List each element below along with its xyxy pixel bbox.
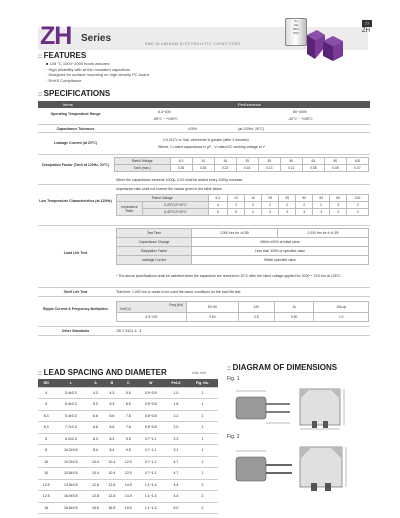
table-cell: 1.0	[165, 387, 187, 399]
table-cell: 4.4	[165, 491, 187, 503]
side-series-code: ZH	[362, 28, 370, 34]
table-cell: 0.5~0.8	[137, 387, 165, 399]
table-cell: 0.7~1.1	[137, 468, 165, 480]
table-cell: 7.8	[120, 422, 136, 434]
tan-cell: 0.26	[192, 165, 214, 172]
table-row	[38, 387, 218, 399]
voltage-cell: 25	[262, 195, 279, 202]
freq-cell: 1k	[274, 302, 314, 313]
z25-label: Z-25°C/Z+20°C	[143, 202, 209, 209]
column-header: B	[104, 379, 120, 387]
page-number-badge: 77	[362, 20, 372, 27]
multiplier-cell: 0.8	[238, 313, 274, 322]
other-standards-row	[38, 327, 370, 336]
series-label: Series	[81, 33, 112, 44]
table-cell: 16.8	[87, 502, 103, 514]
header-subtitle: SMD ALUMINUM ELECTROLYTIC CAPACITORS	[145, 42, 241, 46]
test-time-label: Test Time	[117, 229, 192, 238]
table-cell: 16	[38, 502, 54, 514]
freq-cell: 10k up	[314, 302, 369, 313]
table-cell: 2	[187, 491, 218, 503]
voltage-cell: 50	[296, 195, 313, 202]
feature-item: · RoHS Compliance	[46, 77, 82, 83]
ratio-cell: 3	[330, 202, 347, 209]
freq-cell: 120	[238, 302, 274, 313]
feature-item: · Designed for surface mounting on high density PC board	[46, 72, 149, 77]
table-cell: 10.4	[104, 468, 120, 480]
op-temp-range-2: -40°C ~ +105°C	[288, 117, 313, 121]
column-header: Fig. No.	[187, 379, 218, 387]
table-cell: 7.8	[120, 410, 136, 422]
other-standards-label: Other Standards	[61, 329, 90, 333]
lead-table-body	[38, 387, 218, 514]
capacitor-photo	[285, 18, 307, 46]
table-cell: 4.3	[104, 387, 120, 399]
multiplier-cell: 0.90	[274, 313, 314, 322]
ratio-cell: 3	[228, 202, 245, 209]
operating-temp-label: Operating Temperature Range	[50, 112, 101, 116]
op-temp-range-1-title: 6.3~63V	[158, 110, 172, 114]
table-cell: 10.4	[87, 468, 103, 480]
column-header: W	[137, 379, 165, 387]
lt-rated-voltage-label: Rated Voltage	[117, 195, 209, 202]
voltage-cell: 100	[347, 195, 369, 202]
voltage-cell: 80	[324, 158, 346, 165]
feature-item: · High reliability with at thin insulated capacitors	[46, 66, 131, 72]
tan-cell: 0.07	[346, 165, 368, 172]
table-cell: 4.3	[87, 387, 103, 399]
voltage-cell: 80	[330, 195, 347, 202]
table-cell: 12.8	[87, 491, 103, 503]
table-cell: 0.7~1.1	[137, 445, 165, 457]
cap-tolerance-value: ±20%	[188, 127, 197, 131]
table-cell: 1	[187, 445, 218, 457]
dissipation-label: Dissipation Factor (Tanδ at 120Hz, 20°C)	[42, 163, 109, 167]
table-cell: 9.5	[120, 433, 136, 445]
performance-header: Performance	[238, 102, 261, 107]
table-cell: 10.5±0.5	[54, 468, 87, 480]
spec-header-row	[38, 101, 370, 108]
table-cell: 5.4±0.3	[54, 399, 87, 411]
column-header: P±0.2	[165, 379, 187, 387]
tan-delta-label: Tanδ (max.)	[115, 165, 171, 172]
table-cell: 16.5±0.5	[54, 491, 87, 503]
dissipation-table	[114, 157, 369, 172]
dissipation-row	[38, 155, 370, 185]
table-cell: 0.5~0.8	[137, 422, 165, 434]
table-row	[38, 479, 218, 491]
voltage-cell: 100	[346, 158, 368, 165]
table-cell: 8	[38, 445, 54, 457]
table-cell: 10	[38, 468, 54, 480]
cap-change-label: Capacitance Change	[117, 238, 192, 247]
feature-item: ■ 105 °C 1000~2000 hours assured	[46, 61, 110, 66]
table-cell: 5.4±0.3	[54, 410, 87, 422]
cap-tolerance-label: Capacitance Tolerance	[56, 127, 95, 131]
table-cell: 1.5	[165, 399, 187, 411]
table-cell: 6.0	[165, 502, 187, 514]
table-cell: 1	[187, 456, 218, 468]
table-cell: 8.3	[87, 433, 103, 445]
lead-header-row	[38, 379, 218, 387]
table-cell: 12.5	[38, 491, 54, 503]
table-cell: 16.5±0.5	[54, 502, 87, 514]
ratio-cell: 2	[313, 202, 330, 209]
voltage-range-cell: 6.3~100	[117, 313, 187, 322]
table-cell: 2.2	[165, 410, 187, 422]
load-life-row	[38, 226, 370, 288]
op-temp-range-1: -55°C ~ +105°C	[153, 117, 178, 121]
table-row	[38, 399, 218, 411]
z40-label: Z-40°C/Z+20°C	[143, 209, 209, 216]
leakage-formula: I=0.01CV or 3uA, whichever is greater (after 2 minutes)	[163, 138, 249, 142]
capacitor-mark-3: 56U	[293, 27, 299, 31]
tan-cell: 0.08	[324, 165, 346, 172]
specifications-table	[38, 101, 370, 336]
brand-logo: ZH	[40, 22, 72, 50]
freq-cell: 50~60	[187, 302, 239, 313]
table-cell: 1.1~1.4	[137, 479, 165, 491]
ratio-cell: 2	[296, 202, 313, 209]
table-cell: 4.7	[165, 456, 187, 468]
table-cell: 7.7±0.3	[54, 422, 87, 434]
cap-tolerance-row	[38, 125, 370, 133]
items-header: Items	[63, 102, 73, 107]
table-cell: 1.1~1.4	[137, 491, 165, 503]
table-cell: 1	[187, 387, 218, 399]
tan-cell: 0.22	[214, 165, 236, 172]
leakage-row	[38, 133, 370, 155]
table-cell: 6.3	[38, 410, 54, 422]
impedance-table	[116, 194, 369, 216]
voltage-cell: 63	[302, 158, 324, 165]
ripple-table	[116, 301, 369, 322]
lead-unit: Unit: mm	[192, 371, 206, 375]
table-cell: 0.5~0.8	[137, 399, 165, 411]
voltage-cell: 6.3	[208, 195, 227, 202]
ratio-cell: 3	[330, 209, 347, 216]
tan-cell: 0.30	[170, 165, 192, 172]
capacitor-mark-2: ZH	[294, 23, 298, 27]
tan-cell: 0.08	[302, 165, 324, 172]
multiplier-cell: 1.0	[314, 313, 369, 322]
lead-spacing-table	[38, 379, 218, 514]
table-cell: 2.2	[165, 433, 187, 445]
voltage-cell: 25	[236, 158, 258, 165]
test-time-1: 2,000 Hrs for >6.3Φ	[192, 229, 278, 238]
table-cell: 0.7~1.1	[137, 433, 165, 445]
features-list	[46, 61, 149, 83]
fig2-diagram	[232, 443, 362, 493]
table-cell: 14.9	[120, 491, 136, 503]
low-temp-row	[38, 185, 370, 226]
column-header: L	[54, 379, 87, 387]
ratio-cell: 3	[347, 202, 369, 209]
table-cell: 5.5	[120, 387, 136, 399]
table-cell: 8.4	[87, 445, 103, 457]
fig1-diagram	[232, 385, 362, 430]
op-temp-range-2-title: 80~400V	[293, 110, 308, 114]
freq-label: Freq.(Hz)	[169, 303, 183, 307]
table-row	[38, 502, 218, 514]
table-cell: 13.5±0.5	[54, 479, 87, 491]
ratio-cell: 8	[208, 209, 227, 216]
table-cell: 6.2±0.3	[54, 433, 87, 445]
leakage-label: Leakage Current (at 20°C)	[54, 141, 97, 145]
table-cell: 8.3	[104, 433, 120, 445]
shelf-life-row	[38, 288, 370, 297]
specifications-title: :: SPECIFICATIONS	[38, 89, 110, 98]
voltage-cell: 35	[258, 158, 280, 165]
table-cell: 0.5~0.8	[137, 410, 165, 422]
table-cell: 1	[187, 410, 218, 422]
fig1-label: Fig. 1	[227, 376, 240, 382]
voltage-cell: 16	[214, 158, 236, 165]
table-cell: 6.5	[120, 399, 136, 411]
voltage-cell: 35	[279, 195, 296, 202]
table-row	[38, 445, 218, 457]
table-cell: 8.4	[104, 445, 120, 457]
ripple-label: Ripple Current & Frequency Multipliers	[43, 307, 108, 311]
ratio-cell: 3	[313, 209, 330, 216]
table-cell: 10.4	[87, 456, 103, 468]
capacitor-mark-1: Zo	[294, 19, 298, 23]
table-cell: 1	[187, 422, 218, 434]
ratio-cell: 4	[208, 202, 227, 209]
table-cell: 3.1	[165, 445, 187, 457]
table-cell: 5.4±0.3	[54, 387, 87, 399]
cap-change-value: Within ±30% of initial value	[192, 238, 369, 247]
column-header: A	[87, 379, 103, 387]
table-cell: 5.3	[87, 399, 103, 411]
low-temp-label: Low Temperature Characteristics (at 120Hz)	[39, 199, 112, 203]
table-cell: 2.0	[165, 422, 187, 434]
operating-temp-row	[38, 108, 370, 125]
df-label: Dissipation Factor	[117, 247, 192, 256]
other-standards-value: JIS C 5101-1, -4	[116, 329, 142, 333]
ratio-cell: 3	[296, 209, 313, 216]
low-temp-note: Impedance ratio shall not exceed the values given in the table below	[116, 187, 222, 191]
shelf-life-label: Shelf Life Test	[63, 290, 88, 294]
table-cell: 0.7~1.1	[137, 456, 165, 468]
table-cell: 6.6	[104, 410, 120, 422]
table-cell: 16.8	[104, 502, 120, 514]
table-cell: 6.3	[38, 422, 54, 434]
impedance-ratio-label: Impedance Ratio	[117, 202, 143, 216]
voltage-cell: 6.3	[170, 158, 192, 165]
table-cell: 5	[38, 399, 54, 411]
table-cell: 4	[38, 387, 54, 399]
fig2-label: Fig. 2	[227, 434, 240, 440]
lc-label: Leakage Current	[117, 256, 192, 265]
ratio-cell: 2	[279, 202, 296, 209]
capacitor-mark-4: 50V	[293, 31, 299, 35]
df-value: Less than 300% of specified value	[192, 247, 369, 256]
table-cell: 1.1~1.4	[137, 502, 165, 514]
test-time-2: 2,000 Hrs for 4~6.3Φ	[278, 229, 369, 238]
shelf-life-value: Test time: 1,000 hrs or under to be used the same conditions for the load life test	[116, 290, 241, 294]
column-header: ΦD	[38, 379, 54, 387]
table-cell: 1	[187, 468, 218, 480]
ripple-row	[38, 297, 370, 327]
ratio-cell: 2	[262, 202, 279, 209]
voltage-cell: 50	[280, 158, 302, 165]
volt-label: Volt.(V)	[120, 307, 131, 311]
ratio-cell: 2	[245, 202, 262, 209]
table-cell: 12.8	[104, 491, 120, 503]
table-cell: 10.2±0.5	[54, 445, 87, 457]
table-cell: 5.3	[104, 399, 120, 411]
table-cell: 12.5	[38, 479, 54, 491]
table-cell: 10.4	[104, 456, 120, 468]
table-row	[38, 422, 218, 434]
table-cell: 12.0	[120, 456, 136, 468]
table-cell: 14.9	[120, 479, 136, 491]
column-header: C	[120, 379, 136, 387]
table-cell: 9.5	[120, 445, 136, 457]
ratio-cell: 3	[279, 209, 296, 216]
load-life-label: Load Life Test	[63, 251, 88, 255]
table-cell: 1	[187, 399, 218, 411]
load-life-note: * The above specifications shall be satisfied when the capacitors are restored to 20°C after the rated voltage applied for 2000 + 72/0 hrs at 105°C.	[116, 274, 342, 278]
features-title: :: FEATURES	[38, 51, 86, 60]
freq-volt-header	[117, 302, 187, 313]
table-cell: 4.7	[165, 468, 187, 480]
table-cell: 10	[38, 456, 54, 468]
table-cell: 6.6	[104, 422, 120, 434]
table-row	[38, 433, 218, 445]
voltage-cell: 10	[228, 195, 245, 202]
table-cell: 6.6	[87, 422, 103, 434]
lc-value: Within specified value	[192, 256, 369, 265]
voltage-cell: 10	[192, 158, 214, 165]
table-cell: 1	[187, 433, 218, 445]
table-cell: 4.4	[165, 479, 187, 491]
tan-cell: 0.13	[258, 165, 280, 172]
tan-cell: 0.16	[236, 165, 258, 172]
table-row	[38, 456, 218, 468]
table-cell: 12.0	[120, 468, 136, 480]
tan-cell: 0.12	[280, 165, 302, 172]
table-row	[38, 491, 218, 503]
table-cell: 6.6	[87, 410, 103, 422]
leakage-note: Where, C=rated capacitance in μF , V=rated DC working voltage in V	[158, 145, 265, 149]
ratio-cell: 4	[245, 209, 262, 216]
lead-spacing-title: :: LEAD SPACING AND DIAMETER	[38, 368, 167, 377]
table-row	[38, 410, 218, 422]
table-cell: 8	[38, 433, 54, 445]
ratio-cell: 6	[228, 209, 245, 216]
table-cell: 12.8	[87, 479, 103, 491]
table-cell: 12.8	[104, 479, 120, 491]
cap-tolerance-cond: (at 120Hz, 20°C)	[238, 127, 265, 131]
table-cell: 10.2±0.5	[54, 456, 87, 468]
diagram-title: :: DIAGRAM OF DIMENSIONS	[227, 363, 337, 372]
dissipation-note: When the capacitance exceeds 1000μ, 0.02 shall be added every 1000μ increase	[116, 178, 243, 182]
rated-voltage-label: Rated Voltage	[115, 158, 171, 165]
table-cell: 19.0	[120, 502, 136, 514]
zh-badge-graphic	[305, 27, 345, 63]
table-cell: 2	[187, 502, 218, 514]
table-cell: 2	[187, 479, 218, 491]
load-life-table	[116, 228, 369, 265]
multiplier-cell: 0.64	[187, 313, 239, 322]
table-row	[38, 468, 218, 480]
ratio-cell: 3	[262, 209, 279, 216]
voltage-cell: 63	[313, 195, 330, 202]
ratio-cell: 3	[347, 209, 369, 216]
voltage-cell: 16	[245, 195, 262, 202]
